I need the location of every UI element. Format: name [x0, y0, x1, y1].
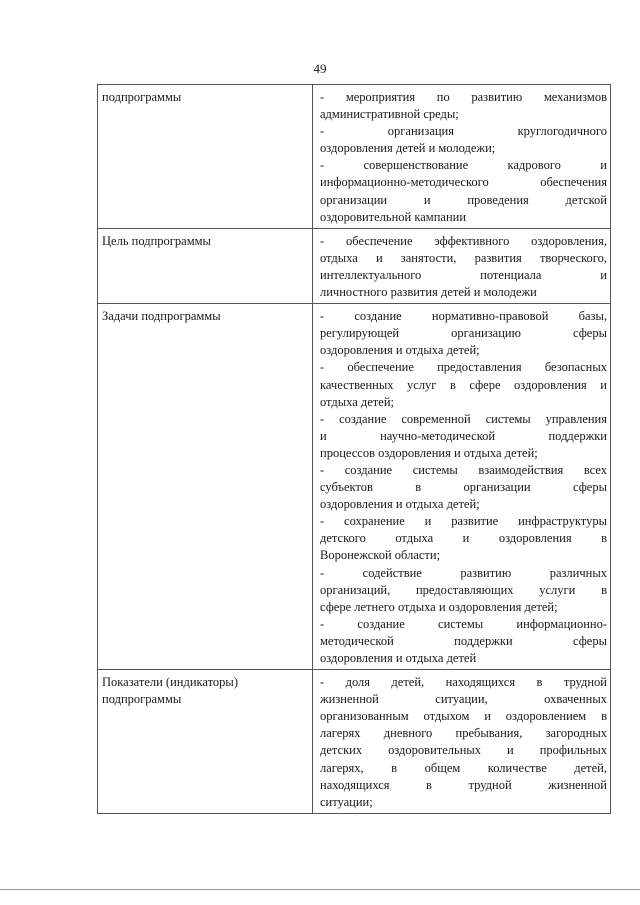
row-content-cell [313, 304, 611, 670]
table-row [98, 304, 611, 670]
content-line: лагерях, в общем количестве детей, [320, 760, 607, 775]
content-line: - обеспечение эффективного оздоровления, [320, 233, 607, 248]
content-line: - создание современной системы управления [320, 411, 607, 426]
content-line: - обеспечение предоставления безопасных [320, 360, 607, 375]
content-item [320, 674, 607, 811]
content-item [320, 462, 607, 513]
content-line: - создание системы взаимодействия всех [320, 462, 607, 477]
content-line: Воронежской области; [320, 548, 441, 563]
content-item [320, 157, 607, 225]
row-label-cell [98, 670, 313, 814]
content-item [320, 411, 607, 462]
content-line: - сохранение и развитие инфраструктуры [320, 514, 607, 529]
content-item [320, 233, 607, 301]
page-bottom-rule [0, 889, 640, 890]
content-item [320, 123, 607, 157]
content-line: организованным отдыхом и оздоровлением в [320, 709, 607, 724]
content-line: оздоровления и отдыха детей; [320, 497, 480, 512]
content-item [320, 616, 607, 667]
content-line: - организация круглогодичного [320, 124, 607, 139]
row-label-cell [98, 228, 313, 303]
content-line: организаций, предоставляющих услуги в [320, 582, 607, 597]
content-line: отдыха и занятости, развития творческого, [320, 250, 607, 265]
content-line: отдыха детей; [320, 394, 394, 409]
content-line: - создание нормативно-правовой базы, [320, 309, 607, 324]
content-line: лагерях дневного пребывания, загородных [320, 726, 607, 741]
content-line: административной среды; [320, 107, 459, 122]
content-line: - совершенствование кадрового и [320, 158, 607, 173]
content-line: оздоровления и отдыха детей; [320, 343, 480, 358]
page-number: 49 [313, 61, 327, 76]
content-line: детских оздоровительных и профильных [320, 743, 607, 758]
content-item [320, 89, 607, 123]
content-item [320, 359, 607, 410]
content-item [320, 308, 607, 359]
row-label-line: Показатели (индикаторы) [102, 675, 238, 690]
content-line: ситуации; [320, 794, 373, 809]
table-body [98, 85, 611, 814]
content-item [320, 513, 607, 564]
content-line: - создание системы информационно- [320, 616, 607, 631]
row-content-cell [313, 670, 611, 814]
row-content-cell [313, 85, 611, 229]
content-line: регулирующей организацию сферы [320, 326, 607, 341]
content-line: оздоровления и отдыха детей [320, 651, 477, 665]
content-line: - содействие развитию различных [320, 565, 607, 580]
content-line: жизненной ситуации, охваченных [320, 692, 607, 707]
content-line: качественных услуг в сфере оздоровления и [320, 377, 607, 392]
content-line: субъектов в организации сферы [320, 480, 607, 495]
content-line: - мероприятия по развитию механизмов [320, 90, 607, 104]
passport-table [97, 84, 611, 814]
content-line: оздоровления детей и молодежи; [320, 141, 496, 156]
row-label-line: Цель подпрограммы [102, 233, 211, 248]
row-label-line: Задачи подпрограммы [102, 309, 221, 324]
row-label-line: подпрограммы [102, 90, 182, 104]
table-row [98, 85, 611, 229]
content-line: интеллектуального потенциала и [320, 267, 607, 282]
content-line: процессов оздоровления и отдыха детей; [320, 445, 538, 460]
row-label-cell [98, 304, 313, 670]
content-line: методической поддержки сферы [320, 633, 607, 648]
content-line: информационно-методического обеспечения [320, 175, 607, 190]
content-line: сфере летнего отдыха и оздоровления детей; [320, 599, 558, 614]
content-line: детского отдыха и оздоровления в [320, 531, 607, 546]
content-line: личностного развития детей и молодежи [320, 285, 537, 300]
content-line: - доля детей, находящихся в трудной [320, 675, 607, 690]
content-item [320, 565, 607, 616]
row-label-line: подпрограммы [102, 692, 182, 707]
row-label-cell [98, 85, 313, 229]
row-content-cell [313, 228, 611, 303]
content-line: организации и проведения детской [320, 192, 607, 207]
content-line: оздоровительной кампании [320, 209, 467, 224]
content-line: и научно-методической поддержки [320, 428, 607, 443]
content-line: находящихся в трудной жизненной [320, 777, 607, 792]
table-row [98, 228, 611, 303]
table-row [98, 670, 611, 814]
